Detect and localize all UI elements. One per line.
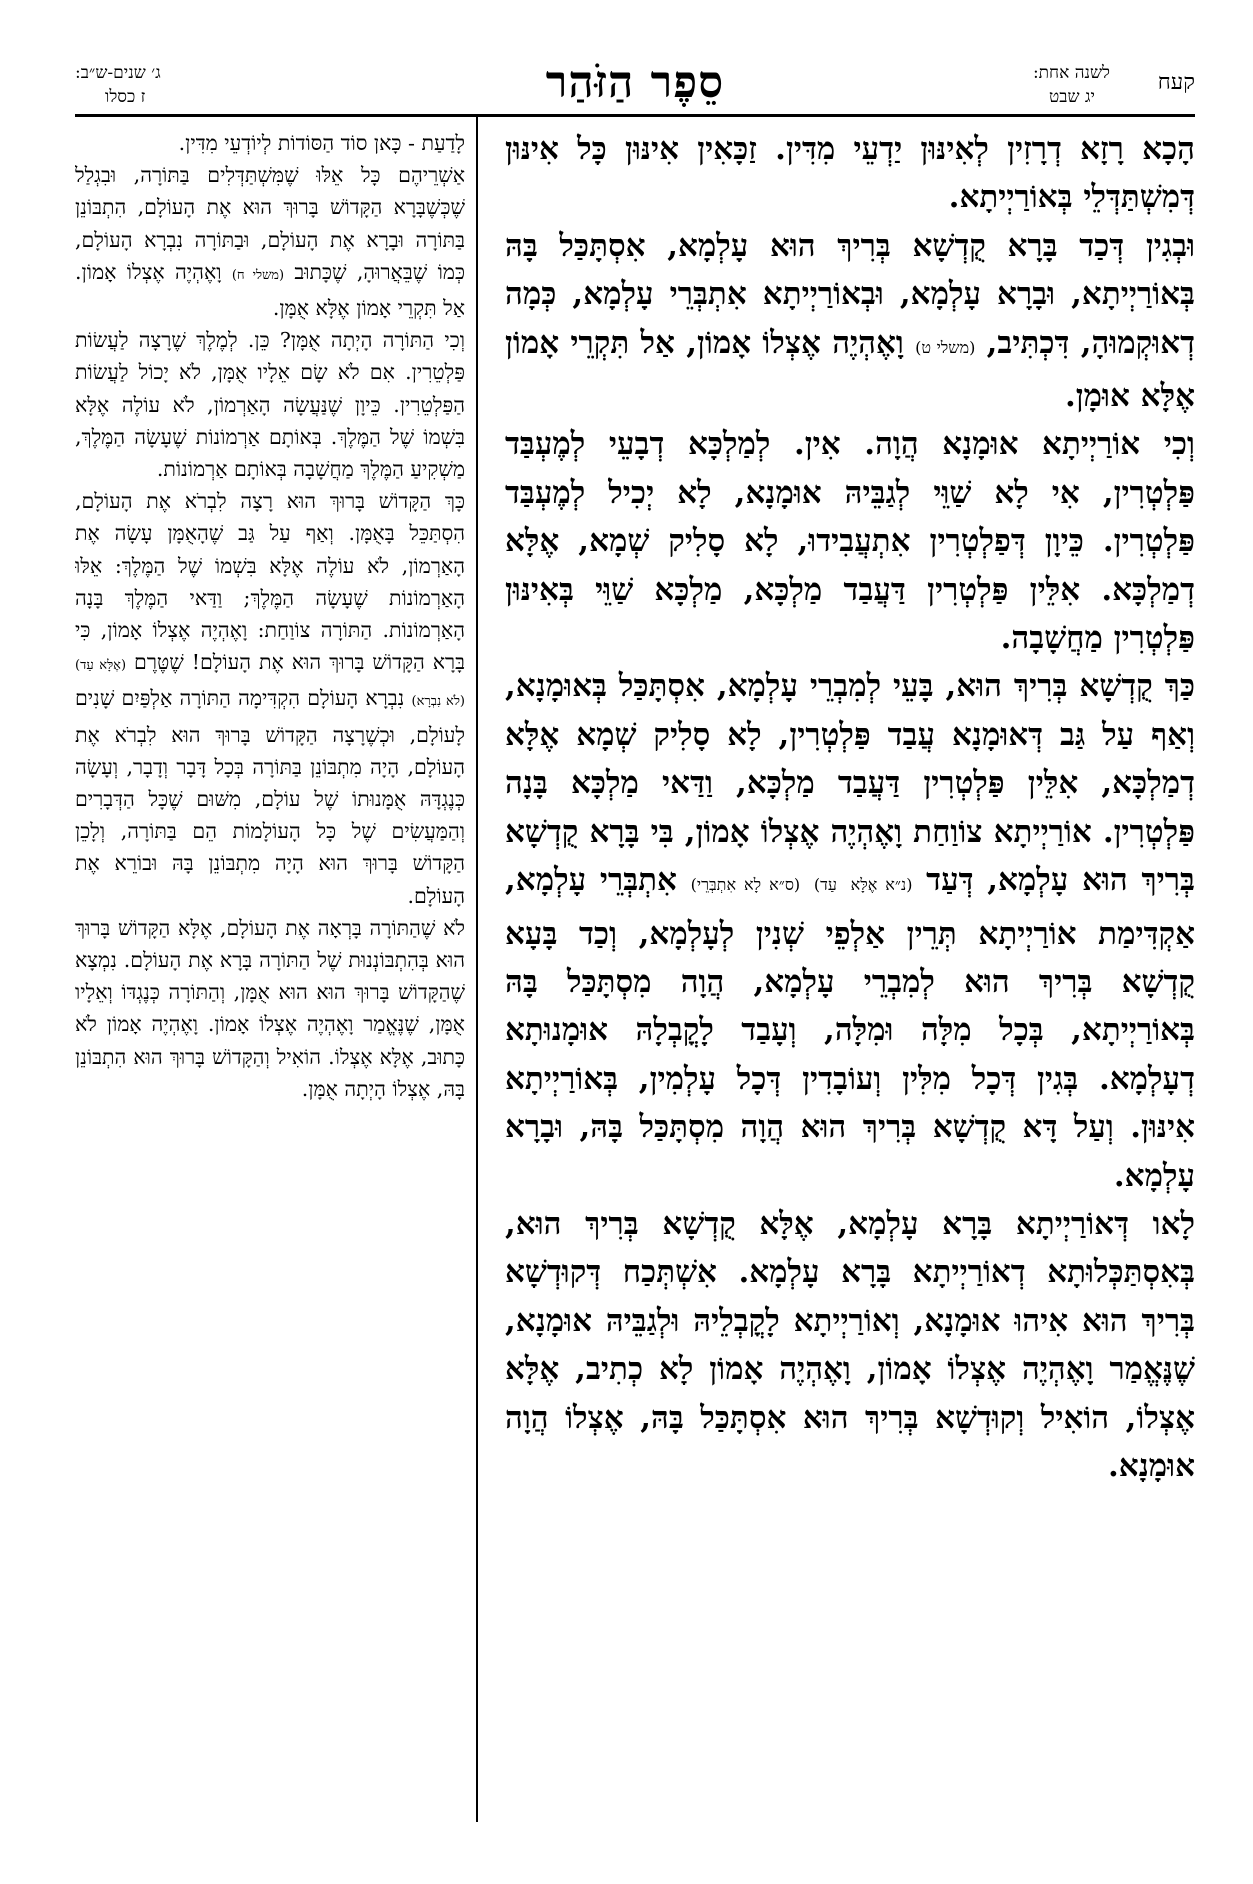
hebrew-text: נִבְרָא הָעוֹלָם הִקְדִּימָה הַתּוֹרָה אַלְפַּיִם שָׁנִים לָעוֹלָם, וּכְשֶׁרָצָה הַקָּדוֹשׁ בָּרוּךְ הוּא לִבְרֹא אֶת הָעוֹלָם, הָיָה מִתְבּוֹנֵן בַּתּוֹרָה בְּכָל דָּבָר וְדָבָר, וְעָשָׂה כְּנֶגְדָּהּ אֻמָּנוּתוֹ שֶׁל עוֹלָם, מִשּׁוּם שֶׁכָּל הַדְּבָרִים וְהַמַּעֲשִׂים שֶׁל כָּל הָעוֹלָמוֹת הֵם בַּתּוֹרָה, וְלָכֵן הַקָּדוֹשׁ בָּרוּךְ הוּא הָיָה מִתְבּוֹנֵן בָּהּ וּבוֹרֵא אֶת הָעוֹלָם. <box>75 686 465 908</box>
aramaic-paragraph: וְכִי אוֹרַיְיתָא אוּמָנָא הֲוָה. אִין. לְמַלְכָּא דְבָעֵי לְמֶעְבַּד פַּלְטְרִין, אִי לָא שַׁוֵּי לְגַבֵּיהּ אוּמָנָא, לָא יְכִיל לְמֶעְבַּד פַּלְטְרִין. כֵּיוָן דְּפַלְטְרִין אִתְעֲבִידוּ, לָא סָלִיק שְׁמָא, אֶלָּא דְמַלְכָּא. אִלֵּין פַּלְטְרִין דַּעֲבַד מַלְכָּא, מַלְכָּא שַׁוֵּי בְּאִינּוּן פַּלְטְרִין מַחֲשָׁבָה. <box>505 426 1195 657</box>
three-year-cycle-date: ז כסלו <box>105 87 146 107</box>
hebrew-paragraph: לָדַעַת - כָּאן סוֹד הַסּוֹדוֹת לְיוֹדְעֵי מִדִּין. <box>178 131 465 155</box>
aramaic-paragraph: הָכָא רָזָא דְרָזִין לְאִינּוּן יַדְעֵי מִדִּין. זַכָּאִין אִינּוּן כָּל אִינּוּן דְּמִשְׁתַּדְּלֵי בְּאוֹרַיְיתָא. <box>505 131 1195 216</box>
book-title: סֵפֶר הַזֹּהַר <box>545 57 725 108</box>
page-header <box>75 55 1195 117</box>
hebrew-translation-column <box>75 127 465 1822</box>
aramaic-column <box>505 125 1195 1820</box>
source-reference: (משלי ח) <box>231 267 285 283</box>
page-number: קעח <box>1157 70 1195 95</box>
hebrew-text: וָאֶהְיֶה אֶצְלוֹ אָמוֹן. אַל תִּקְרֵי אָמוֹן אֶלָּא אֻמָּן. <box>75 259 465 321</box>
variant-note: (אֶלָּא עַד) (לֹא נִבְרָא) <box>75 658 465 710</box>
hebrew-paragraph <box>75 485 465 912</box>
aramaic-paragraph <box>505 662 1195 1199</box>
three-year-cycle-label: ג׳ שנים-ש״ב: <box>75 63 161 83</box>
aramaic-text: כַּךְ קֻדְשָׁא בְּרִיךְ הוּא, בָּעֵי לְמִבְרֵי עָלְמָא, אִסְתָּכַּל בְּאוּמָנָא, וְאַף עַל גַּב דְּאוּמָנָא עֲבַד פַּלְטְרִין, לָא סָלִיק שְׁמָא אֶלָּא דְמַלְכָּא, אִלֵּין פַּלְטְרִין דַּעֲבַד מַלְכָּא, וַדַּאי מַלְכָּא בָּנָה פַּלְטְרִין. אוֹרַיְיתָא צוֹוַחַת וָאֶהְיֶה אֶצְלוֹ אָמוֹן, בִּי בָּרָא קֻדְשָׁא בְּרִיךְ הוּא עָלְמָא, דְּעַד <box>505 668 1195 899</box>
hebrew-paragraph <box>75 159 465 324</box>
aramaic-text: וָאֶהְיֶה אֶצְלוֹ אָמוֹן, אַל תִּקְרֵי אָמוֹן אֶלָּא אוּמָן. <box>505 324 1195 415</box>
hebrew-text: כָּךְ הַקָּדוֹשׁ בָּרוּךְ הוּא רָצָה לִבְרֹא אֶת הָעוֹלָם, הִסְתַּכֵּל בָּאֻמָּן. וְאַף עַל גַּב שֶׁהָאֻמָּן עָשָׂה אֶת הָאַרְמוֹן, לֹא עוֹלֶה אֶלָּא בִּשְׁמוֹ שֶׁל הַמֶּלֶךְ: אֵלּוּ הָאַרְמוֹנוֹת שֶׁעָשָׂה הַמֶּלֶךְ; וַדַּאי הַמֶּלֶךְ בָּנָה הָאַרְמוֹנוֹת. הַתּוֹרָה צוֹוַחַת: וָאֶהְיֶה אֶצְלוֹ אָמוֹן, כִּי בָּרָא הַקָּדוֹשׁ בָּרוּךְ הוּא אֶת הָעוֹלָם! שֶׁטֶּרֶם <box>75 489 465 675</box>
aramaic-paragraph: לָאו דְּאוֹרַיְיתָא בָּרָא עָלְמָא, אֶלָּא קֻדְשָׁא בְּרִיךְ הוּא, בְּאִסְתַּכְּלוּתָא דְאוֹרַיְיתָא בָּרָא עָלְמָא. אִשְׁתְּכַח דְּקוּדְשָׁא בְּרִיךְ הוּא אִיהוּ אוּמָנָא, וְאוֹרַיְיתָא לָקֳבְלֵיהּ וּלְגַבֵּיהּ אוּמָנָא, שֶׁנֶּאֱמַר וָאֶהְיֶה אֶצְלוֹ אָמוֹן, וָאֶהְיֶה אָמוֹן לָא כְתִיב, אֶלָּא אֶצְלוֹ, הוֹאִיל וְקוּדְשָׁא בְּרִיךְ הוּא אִסְתָּכַּל בָּהּ, אֶצְלוֹ הֲוָה אוּמָנָא. <box>505 1205 1195 1484</box>
hebrew-text: אַשְׁרֵיהֶם כָּל אֵלּוּ שֶׁמִּשְׁתַּדְּלִים בַּתּוֹרָה, וּבִגְלַל שֶׁכְּשֶׁבָּרָא הַקָּדוֹשׁ בָּרוּךְ הוּא אֶת הָעוֹלָם, הִתְבּוֹנֵן בַּתּוֹרָה וּבָרָא אֶת הָעוֹלָם, וּבַתּוֹרָה נִבְרָא הָעוֹלָם, כְּמוֹ שֶׁבֵּאֲרוּהָ, שֶׁכָּתוּב <box>75 163 465 284</box>
aramaic-paragraph <box>505 222 1195 421</box>
yearly-cycle-label: לשנה אחת: <box>1032 63 1110 83</box>
aramaic-text: וּבְגִין דְּכַד בָּרָא קֻדְשָׁא בְּרִיךְ הוּא עָלְמָא, אִסְתָּכַּל בָּהּ בְּאוֹרַיְיתָא, וּבָרָא עָלְמָא, וּבְאוֹרַיְיתָא אִתְבְּרֵי עָלְמָא, כְּמָה דְאוּקְמוּהָ, דִּכְתִּיב, <box>505 227 1195 361</box>
hebrew-paragraph: וְכִי הַתּוֹרָה הָיְתָה אֻמָּן? כֵּן. לְמֶלֶךְ שֶׁרָצָה לַעֲשׂוֹת פַּלְטֵרִין. אִם לֹא שָׂם אֵלָיו אֻמָּן, לֹא יָכוֹל לַעֲשׂוֹת הַפַּלְטֵרִין. כֵּיוָן שֶׁנַּעֲשָׂה הָאַרְמוֹן, לֹא עוֹלֶה אֶלָּא בִּשְׁמוֹ שֶׁל הַמֶּלֶךְ. בְּאוֹתָם אַרְמוֹנוֹת שֶׁעָשָׂה הַמֶּלֶךְ, מַשְׁקִיעַ הַמֶּלֶךְ מַחֲשָׁבָה בְּאוֹתָם אַרְמוֹנוֹת. <box>75 328 465 482</box>
yearly-cycle-date: יג שבט <box>1049 87 1095 107</box>
variant-note: (ס״א לָא אִתְבְּרֵי) <box>690 875 801 895</box>
source-reference: (משלי ט) <box>915 337 976 357</box>
header-divider <box>75 114 1195 117</box>
aramaic-text: אִתְבְּרֵי עָלְמָא, אַקְדִּימַת אוֹרַיְיתָא תְּרֵין אַלְפֵי שְׁנִין לְעָלְמָא, וְכַד בָּעָא קֻדְשָׁא בְּרִיךְ הוּא לְמִבְרֵי עָלְמָא, הֲוָה מִסְתָּכַּל בָּהּ בְּאוֹרַיְיתָא, בְּכָל מִלָּה וּמִלָּה, וְעָבַד לָקֳבְלָהּ אוּמָנוּתָא דְעָלְמָא. בְּגִין דְּכָל מִלִּין וְעוֹבָדִין דְּכָל עָלְמִין, בְּאוֹרַיְיתָא אִינּוּן. וְעַל דָּא קֻדְשָׁא בְּרִיךְ הוּא הֲוָה מִסְתָּכַּל בָּהּ, וּבָרָא עָלְמָא. <box>505 862 1195 1194</box>
variant-note: (נ״א אֶלָּא <box>850 875 913 895</box>
variant-note: עַד) <box>813 875 837 895</box>
hebrew-paragraph: לֹא שֶׁהַתּוֹרָה בָּרְאָה אֶת הָעוֹלָם, אֶלָּא הַקָּדוֹשׁ בָּרוּךְ הוּא בְּהִתְבּוֹנְנוּת שֶׁל הַתּוֹרָה בָּרָא אֶת הָעוֹלָם. נִמְצָא שֶׁהַקָּדוֹשׁ בָּרוּךְ הוּא הוּא אֻמָּן, וְהַתּוֹרָה כְּנֶגְדּוֹ וְאֵלָיו אֻמָּן, שֶׁנֶּאֱמַר וָאֶהְיֶה אֶצְלוֹ אָמוֹן. וָאֶהְיֶה אָמוֹן לֹא כָּתוּב, אֶלָּא אֶצְלוֹ. הוֹאִיל וְהַקָּדוֹשׁ בָּרוּךְ הוּא הִתְבּוֹנֵן בָּהּ, אֶצְלוֹ הָיְתָה אֻמָּן. <box>75 915 465 1101</box>
column-divider <box>476 116 478 1822</box>
